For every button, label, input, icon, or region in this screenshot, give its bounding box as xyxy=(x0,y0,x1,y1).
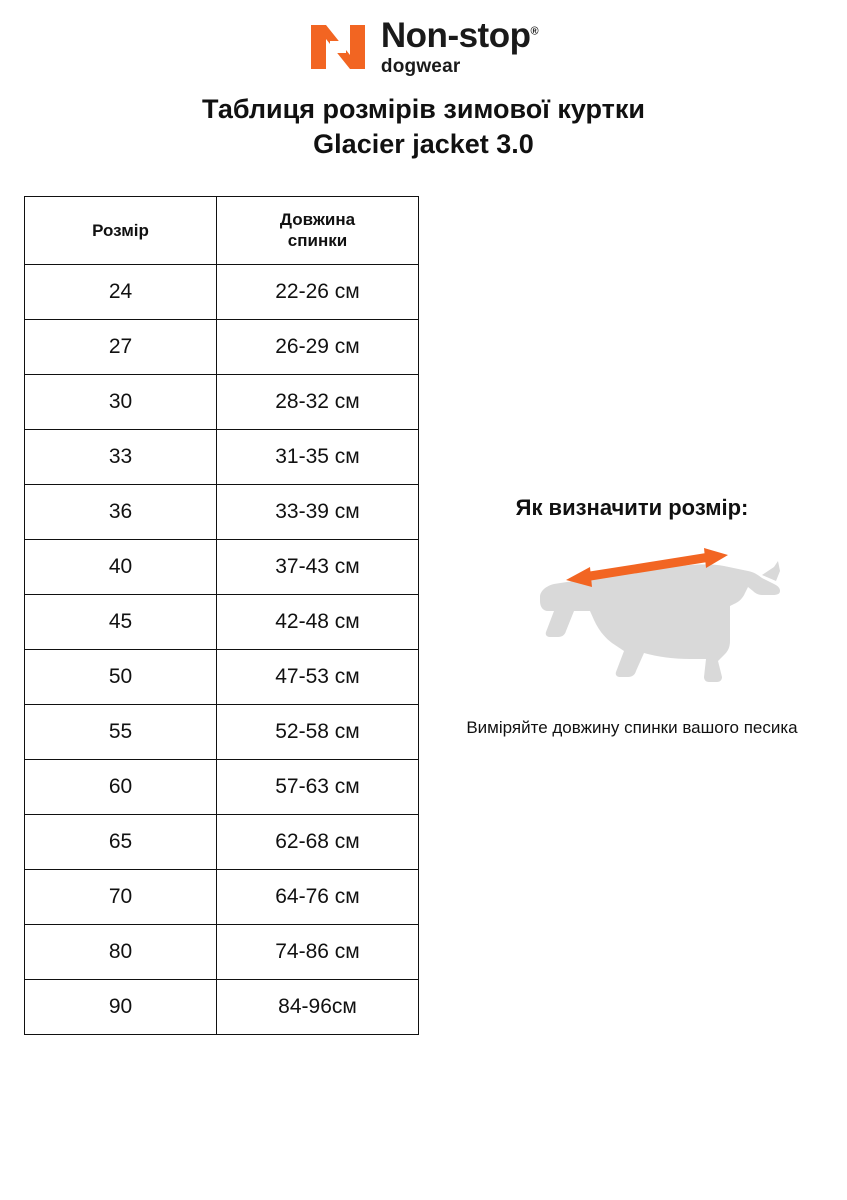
cell-back-length: 42-48 см xyxy=(217,594,419,649)
column-header-back-length-line1: Довжина xyxy=(279,210,356,229)
table-row xyxy=(25,869,419,924)
cell-size: 55 xyxy=(25,704,217,759)
cell-back-length: 26-29 см xyxy=(217,319,419,374)
table-row xyxy=(25,539,419,594)
column-header-back-length-line2: спинки xyxy=(287,231,348,251)
table-row xyxy=(25,264,419,319)
brand-name xyxy=(381,18,538,53)
cell-size: 80 xyxy=(25,924,217,979)
cell-back-length: 64-76 см xyxy=(217,869,419,924)
table-row xyxy=(25,319,419,374)
size-table-container xyxy=(24,196,418,1035)
cell-back-length: 74-86 см xyxy=(217,924,419,979)
registered-mark: ® xyxy=(530,25,539,38)
cell-size: 24 xyxy=(25,264,217,319)
cell-size: 30 xyxy=(25,374,217,429)
table-row xyxy=(25,429,419,484)
cell-back-length: 62-68 см xyxy=(217,814,419,869)
brand-name-text: Non-stop xyxy=(380,16,531,55)
table-row xyxy=(25,979,419,1034)
cell-size: 40 xyxy=(25,539,217,594)
column-header-size: Розмір xyxy=(25,197,217,265)
measure-instructions-caption: Виміряйте довжину спинки вашого песика xyxy=(466,718,798,737)
cell-size: 33 xyxy=(25,429,217,484)
cell-back-length: 22-26 см xyxy=(217,264,419,319)
cell-size: 45 xyxy=(25,594,217,649)
cell-back-length: 47-53 см xyxy=(217,649,419,704)
brand-logo xyxy=(0,0,847,76)
cell-size: 50 xyxy=(25,649,217,704)
cell-size: 65 xyxy=(25,814,217,869)
non-stop-dogwear-logo-icon xyxy=(309,21,367,73)
brand-sub: dogwear xyxy=(380,56,461,77)
table-header-row xyxy=(25,197,419,265)
cell-back-length: 37-43 см xyxy=(217,539,419,594)
cell-back-length: 84-96см xyxy=(217,979,419,1034)
cell-size: 36 xyxy=(25,484,217,539)
cell-size: 70 xyxy=(25,869,217,924)
table-row xyxy=(25,704,419,759)
dog-back-measure-diagram-icon xyxy=(462,531,802,711)
page-title-line1: Таблиця розмірів зимової куртки xyxy=(202,94,645,124)
cell-back-length: 31-35 см xyxy=(217,429,419,484)
measure-instructions-title: Як визначити розмір: xyxy=(515,495,749,520)
measure-instructions xyxy=(440,495,824,740)
table-row xyxy=(25,374,419,429)
column-header-back-length xyxy=(217,197,419,265)
cell-back-length: 57-63 см xyxy=(217,759,419,814)
cell-back-length: 52-58 см xyxy=(217,704,419,759)
page-title-line2: Glacier jacket 3.0 xyxy=(313,128,534,159)
table-row xyxy=(25,814,419,869)
table-row xyxy=(25,484,419,539)
cell-size: 27 xyxy=(25,319,217,374)
table-row xyxy=(25,649,419,704)
cell-size: 90 xyxy=(25,979,217,1034)
cell-back-length: 28-32 см xyxy=(217,374,419,429)
page-title xyxy=(40,92,807,161)
table-row xyxy=(25,594,419,649)
cell-size: 60 xyxy=(25,759,217,814)
size-table xyxy=(24,196,419,1035)
cell-back-length: 33-39 см xyxy=(217,484,419,539)
table-row xyxy=(25,924,419,979)
table-row xyxy=(25,759,419,814)
